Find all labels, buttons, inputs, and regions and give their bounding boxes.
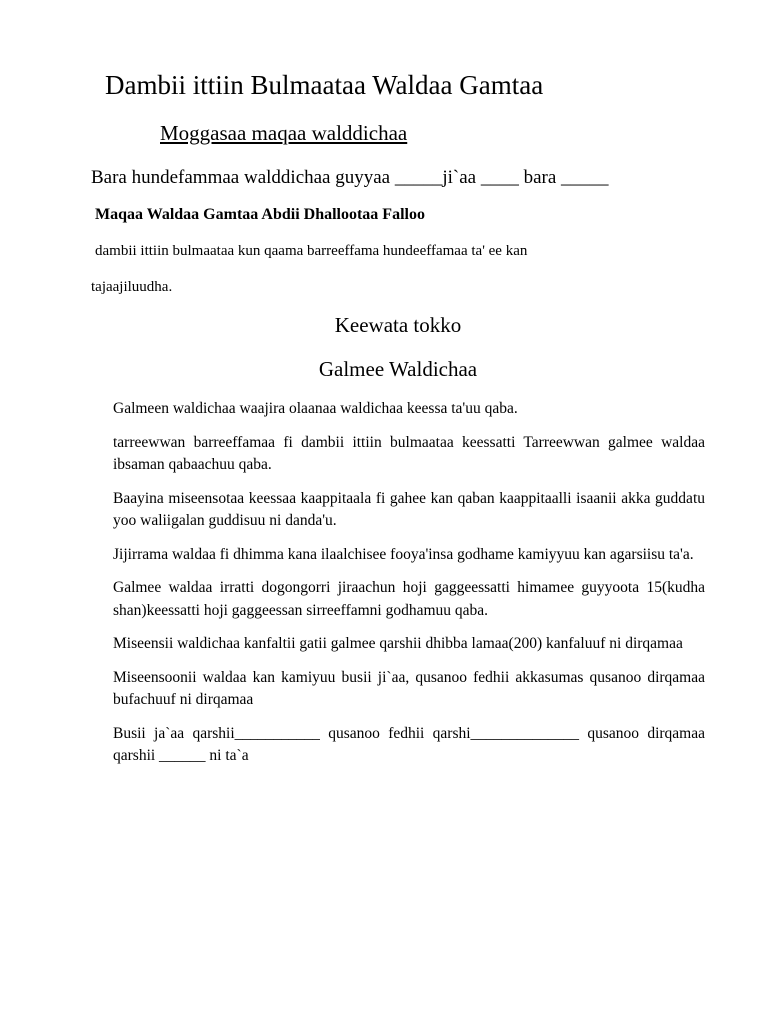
association-name: Maqaa Waldaa Gamtaa Abdii Dhallootaa Falloo xyxy=(95,206,425,223)
paragraph: Baayina miseensotaa keessaa kaappitaala fi gahee kan qaban kaappitaalli isaanii akka guddatu yoo waliigalan guddisuu ni danda'u. xyxy=(113,489,705,529)
document-title: Dambii ittiin Bulmaataa Waldaa Gamtaa xyxy=(105,70,544,100)
paragraph: Jijirrama waldaa fi dhimma kana ilaalchisee fooya'insa godhame kamiyyuu kan agarsiisu ta'a. xyxy=(113,545,694,563)
paragraph: Busii ja`aa qarshii___________ qusanoo fedhii qarshi______________ qusanoo dirqamaa qarshii ______ ni ta`a xyxy=(113,724,705,764)
paragraph: Galmeen waldichaa waajira olaanaa waldichaa keessa ta'uu qaba. xyxy=(113,400,518,417)
intro-line-1: dambii ittiin bulmaataa kun qaama barreeffama hundeeffamaa ta' ee kan xyxy=(95,243,528,259)
founding-date-line: Bara hundefammaa walddichaa guyyaa _____ji`aa ____ bara _____ xyxy=(91,167,609,188)
section-heading: Keewata tokko xyxy=(334,313,462,337)
paragraph: Miseensoonii waldaa kan kamiyuu busii ji`aa, qusanoo fedhii akkasumas qusanoo dirqamaa bufachuuf ni dirqamaa xyxy=(113,668,705,708)
document-subtitle: Moggasaa maqaa walddichaa xyxy=(160,121,408,145)
section-body xyxy=(113,398,705,779)
paragraph: Galmee waldaa irratti dogongorri jiraachun hoji gaggeessatti himamee guyyoota 15(kudha shan)keessatti hoji gaggeessan sirreeffamni godhamuu qaba. xyxy=(113,579,705,619)
section-subheading: Galmee Waldichaa xyxy=(318,357,478,381)
paragraph: tarreewwan barreeffamaa fi dambii ittiin bulmaataa keessatti Tarreewwan galmee waldaa ibsaman qabaachuu qaba. xyxy=(113,433,705,473)
paragraph: Miseensii waldichaa kanfaltii gatii galmee qarshii dhibba lamaa(200) kanfaluuf ni dirqamaa xyxy=(113,635,683,652)
intro-line-2: tajaajiluudha. xyxy=(91,279,173,295)
